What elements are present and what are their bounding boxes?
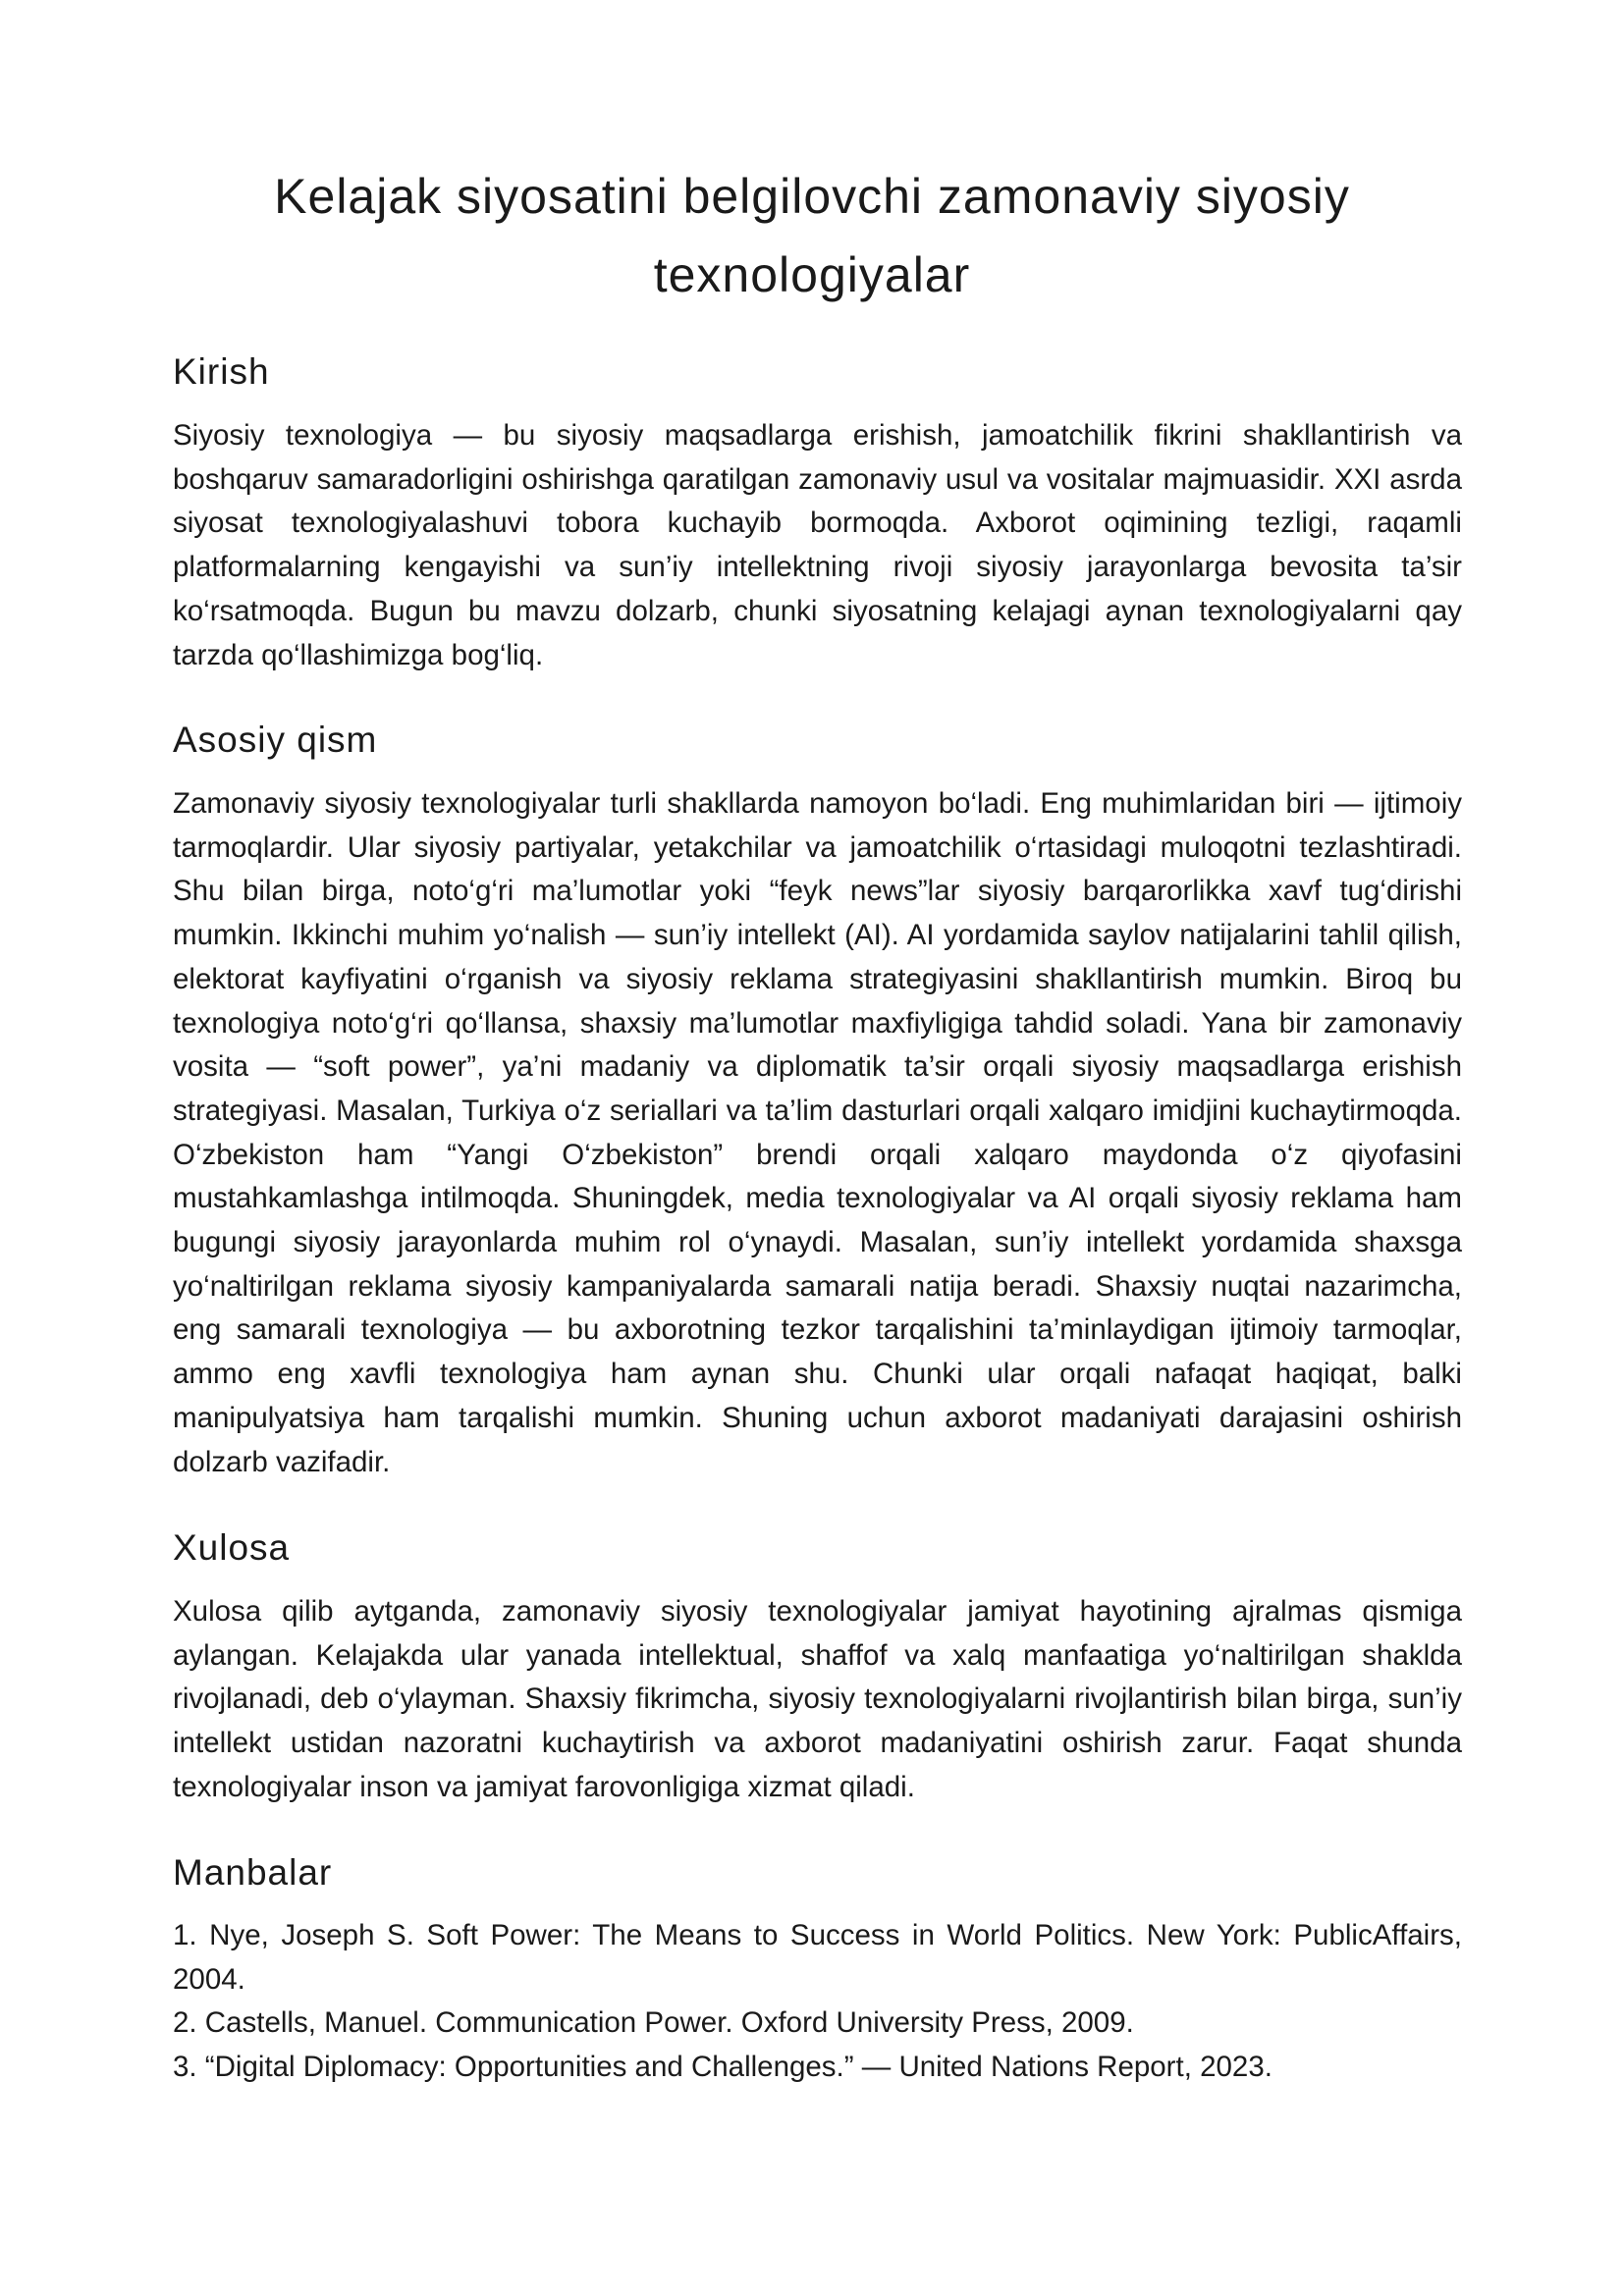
document-title: Kelajak siyosatini belgilovchi zamonaviy siyosiy texnologiyalar: [274, 169, 1350, 302]
section-heading-asosiy-qism: Asosiy qism: [173, 720, 378, 760]
section-heading-xulosa: Xulosa: [173, 1527, 291, 1568]
section-text-kirish: Siyosiy texnologiya — bu siyosiy maqsadlarga erishish, jamoatchilik fikrini shakllantirish va boshqaruv samaradorligini oshirishga qaratilgan zamonaviy usul va vositalar majmuasidir. XXI asrda siyosat texnologiyalashuvi tobora kuchayib bormoqda. Axborot oqimining tezligi, raqamli platformalarning kengayishi va sun’iy intellektning rivoji siyosiy jarayonlarga bevosita ta’sir ko‘rsatmoqda. Bugun bu mavzu dolzarb, chunki siyosatning kelajagi aynan texnologiyalarni qay tarzda qo‘llashimizga bog‘liq.: [173, 419, 1462, 671]
sources-list: [173, 1914, 1462, 2090]
section-text-asosiy-qism: Zamonaviy siyosiy texnologiyalar turli shakllarda namoyon bo‘ladi. Eng muhimlaridan biri — ijtimoiy tarmoqlardir. Ular siyosiy partiyalar, yetakchilar va jamoatchilik o‘rtasidagi muloqotni tezlashtiradi. Shu bilan birga, noto‘g‘ri ma’lumotlar yoki “feyk news”lar siyosiy barqarorlikka xavf tug‘dirishi mumkin. Ikkinchi muhim yo‘nalish — sun’iy intellekt (AI). AI yordamida saylov natijalarini tahlil qilish, elektorat kayfiyatini o‘rganish va siyosiy reklama strategiyasini shakllantirish mumkin. Biroq bu texnologiya noto‘g‘ri qo‘llansa, shaxsiy ma’lumotlar maxfiyligiga tahdid soladi. Yana bir zamonaviy vosita — “soft power”, ya’ni madaniy va diplomatik ta’sir orqali siyosiy maqsadlarga erishish strategiyasi. Masalan, Turkiya o‘z seriallari va ta’lim dasturlari orqali xalqaro imidjini kuchaytirmoqda. O‘zbekiston ham “Yangi O‘zbekiston” brendi orqali xalqaro maydonda o‘z qiyofasini mustahkamlashga intilmoqda. Shuningdek, media texnologiyalar va AI orqali siyosiy reklama ham bugungi siyosiy jarayonlarda muhim rol o‘ynaydi. Masalan, sun’iy intellekt yordamida shaxsga yo‘naltirilgan reklama siyosiy kampaniyalarda samarali natija beradi. Shaxsiy nuqtai nazarimcha, eng samarali texnologiya — bu axborotning tezkor tarqalishini ta’minlaydigan ijtimoiy tarmoqlar, ammo eng xavfli texnologiya ham aynan shu. Chunki ular orqali nafaqat haqiqat, balki manipulyatsiya ham tarqalishi mumkin. Shuning uchun axborot madaniyati darajasini oshirish dolzarb vazifadir.: [173, 787, 1462, 1478]
source-item: 3. “Digital Diplomacy: Opportunities and Challenges.” — United Nations Report, 2023.: [173, 2051, 1272, 2084]
source-item: 2. Castells, Manuel. Communication Power. Oxford University Press, 2009.: [173, 2006, 1134, 2040]
source-item: 1. Nye, Joseph S. Soft Power: The Means to Success in World Politics. New York: PublicAffairs, 2004.: [173, 1919, 1462, 1996]
section-text-xulosa: Xulosa qilib aytganda, zamonaviy siyosiy texnologiyalar jamiyat hayotining ajralmas qismiga aylangan. Kelajakda ular yanada intellektual, shaffof va xalq manfaatiga yo‘naltirilgan shaklda rivojlanadi, deb o‘ylayman. Shaxsiy fikrimcha, siyosiy texnologiyalarni rivojlantirish bilan birga, sun’iy intellekt ustidan nazoratni kuchaytirish va axborot madaniyatini oshirish zarur. Faqat shunda texnologiyalar inson va jamiyat farovonligiga xizmat qiladi.: [173, 1595, 1462, 1803]
section-heading-kirish: Kirish: [173, 351, 270, 392]
sources-heading: Manbalar: [173, 1852, 333, 1893]
